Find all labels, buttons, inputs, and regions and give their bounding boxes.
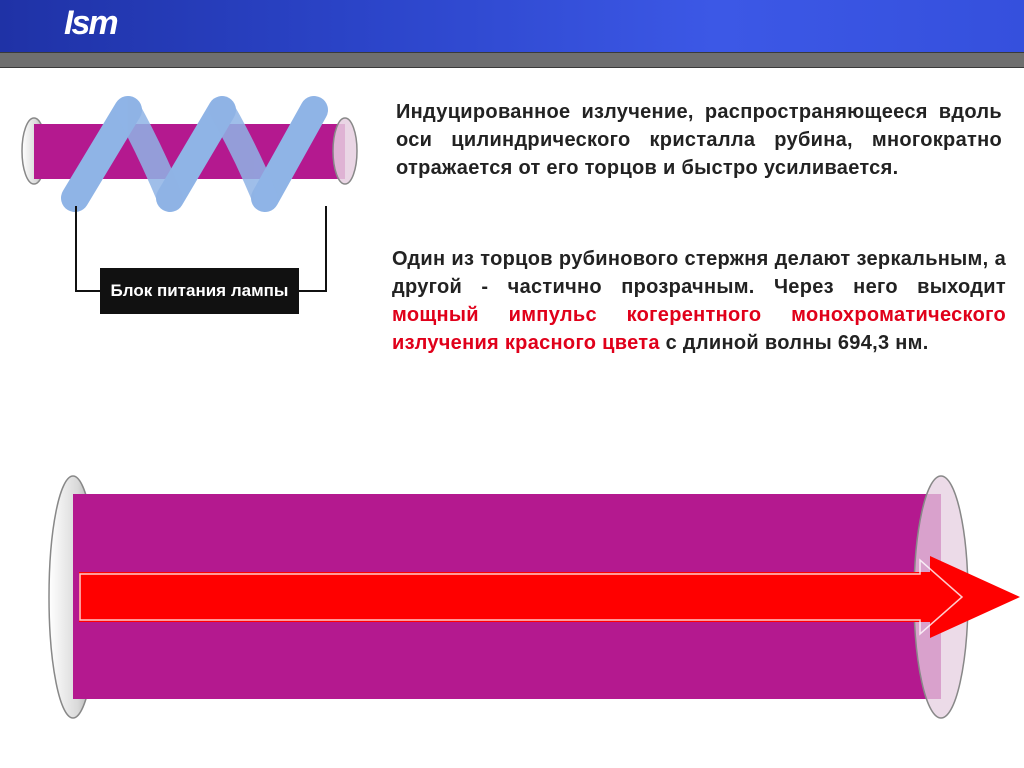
power-block-label: Блок питания лампы <box>100 268 299 314</box>
lamp-coil <box>75 110 314 198</box>
paragraph-mirror-ends <box>392 245 1006 357</box>
paragraph-stimulated-emission: Индуцированное излучение, распространяющееся вдоль оси цилиндрического кристалла рубина, многократно отражается от его торцов и быстро усиливается. <box>396 101 1002 179</box>
logo: Ism <box>64 4 117 42</box>
paragraph2-highlight: мощный импульс когерентного монохроматического излучения красного цвета <box>392 304 1006 354</box>
paragraph2-text-end: с длиной волны 694,3 нм. <box>659 332 929 354</box>
paragraph2-text-start: Один из торцов рубинового стержня делают зеркальным, а другой - частично прозрачным. Через него выходит <box>392 248 1006 298</box>
